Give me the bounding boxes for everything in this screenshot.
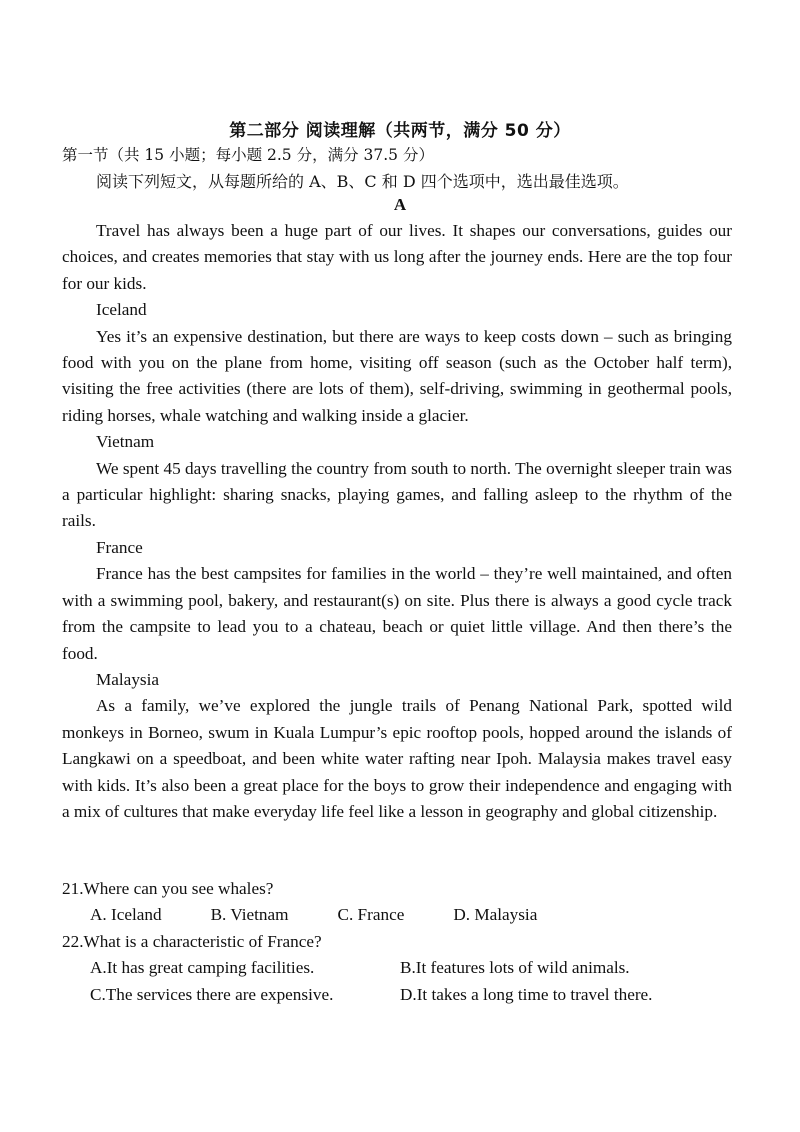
destination-heading-france: France xyxy=(96,537,143,557)
option-b: B. Vietnam xyxy=(210,905,289,925)
option-list xyxy=(62,955,732,1008)
reading-instruction: 阅读下列短文，从每题所给的 A、B、C 和 D 四个选项中，选出最佳选项。 xyxy=(96,172,629,191)
option-a: A.It has great camping facilities. xyxy=(90,958,315,978)
destination-text-malaysia: As a family, we’ve explored the jungle trails of Penang National Park, spotted wild monkeys in Borneo, swum in Kuala Lumpur’s epic rooftop pools, hopped around the islands of Langkawi on a speedboat, and been white water rafting near Ipoh. Malaysia makes travel easy with kids. It’s also been a great place for the boys to grow their independence and engaging with a mix of cultures that make everyday life feel like a lesson in geography and global citizenship. xyxy=(62,696,732,821)
destination-text-france: France has the best campsites for families in the world – they’re well maintained, and often with a swimming pool, bakery, and restaurant(s) on site. Plus there is always a good cycle track from the campsite to lead you to a chateau, beach or quiet little village. And then there’s the food. xyxy=(62,564,732,663)
destination-heading-malaysia: Malaysia xyxy=(96,669,160,689)
question-stem: 21.Where can you see whales? xyxy=(62,879,274,898)
option-a: A. Iceland xyxy=(90,905,162,925)
question-22 xyxy=(62,929,732,1008)
option-c: C.The services there are expensive. xyxy=(90,984,334,1004)
reading-passage xyxy=(62,218,732,825)
option-c: C. France xyxy=(337,905,405,925)
option-d: D. Malaysia xyxy=(453,905,538,925)
destination-heading-vietnam: Vietnam xyxy=(96,432,155,452)
passage-intro: Travel has always been a huge part of our lives. It shapes our conversations, guides our choices, and creates memories that stay with us long after the journey ends. Here are the top four for our kids. xyxy=(62,221,732,293)
option-list xyxy=(62,902,732,928)
option-b: B.It features lots of wild animals. xyxy=(400,958,630,978)
question-list xyxy=(62,876,732,1008)
question-stem: 22.What is a characteristic of France? xyxy=(62,931,322,951)
destination-text-iceland: Yes it’s an expensive destination, but there are ways to keep costs down – such as bringing food with you on the plane from home, visiting off season (such as the October half term), visiting the free activities (there are lots of them), self-driving, swimming in geothermal pools, riding horses, whale watching and walking inside a glacier. xyxy=(62,326,732,425)
subsection-heading: 第一节（共 15 小题；每小题 2.5 分，满分 37.5 分） xyxy=(62,146,434,164)
destination-heading-iceland: Iceland xyxy=(96,300,147,320)
question-21 xyxy=(62,876,732,929)
destination-text-vietnam: We spent 45 days travelling the country from south to north. The overnight sleeper train was a particular highlight: sharing snacks, playing games, and falling asleep to the rhythm of the rails. xyxy=(62,458,732,531)
option-d: D.It takes a long time to travel there. xyxy=(400,984,653,1004)
passage-letter: A xyxy=(393,195,407,214)
section-title: 第二部分 阅读理解（共两节，满分 50 分） xyxy=(229,121,571,141)
